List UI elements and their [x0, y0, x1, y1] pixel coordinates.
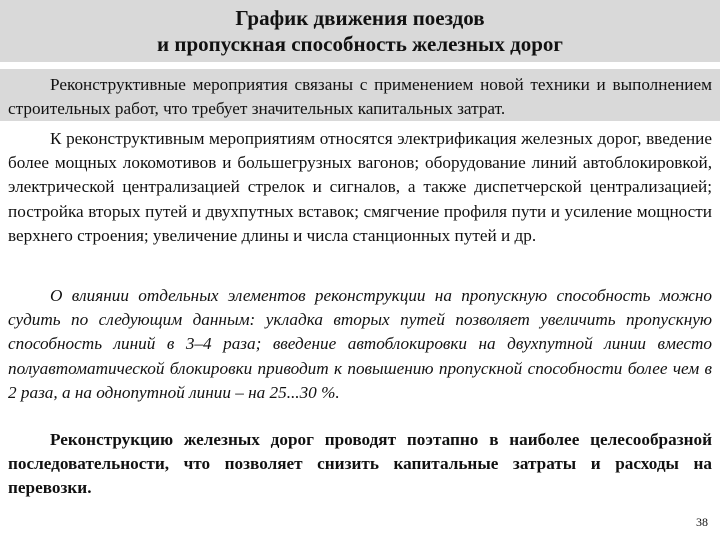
slide-title	[0, 0, 720, 62]
conclusion-paragraph: Реконструкцию железных дорог проводят поэтапно в наиболее целесообразной последовательности, что позволяет снизить капитальные затраты и расходы на перевозки.	[8, 430, 712, 498]
influence-paragraph: О влиянии отдельных элементов реконструкции на пропускную способность можно судить по следующим данным: укладка вторых путей позволяет увеличить пропускную способность линий в 3–4 раза; введение автоблокировки на двухпутной линии вместо полуавтоматической блокировки приводит к повышению пропускной способности более чем в 2 раза, а на однопутной линии – на 25...30 %.	[8, 286, 712, 402]
intro-highlight-band	[0, 69, 720, 121]
title-line-2: и пропускная способность железных дорог	[157, 32, 563, 56]
intro-paragraph: Реконструктивные мероприятия связаны с применением новой техники и выполнением строительных работ, что требует значительных капитальных затрат.	[8, 75, 712, 119]
title-line-1: График движения поездов	[235, 6, 485, 30]
page-number: 38	[696, 515, 708, 529]
measures-paragraph: К реконструктивным мероприятиям относятся электрификация железных дорог, введение более мощных локомотивов и большегрузных вагонов; оборудование линий автоблокировкой, электрической централизацией стрелок и сигналов, а также диспетчерской централизацией; постройка вторых путей и двухпутных вставок; смягчение профиля пути и усиление мощности верхнего строения; увеличение длины и числа станционных путей и др.	[8, 129, 712, 245]
